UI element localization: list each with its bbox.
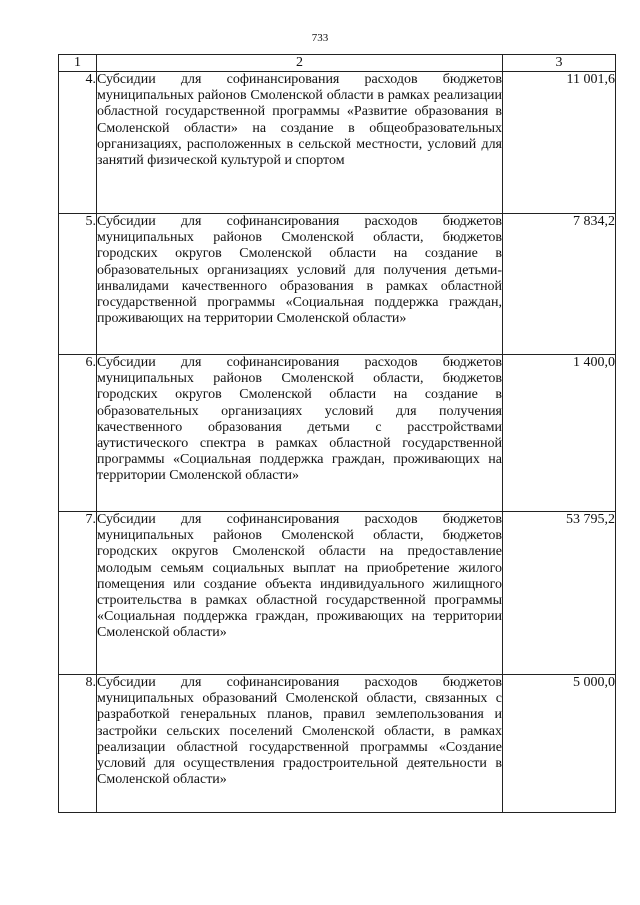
row-description: Субсидии для софинансирования расходов бюджетов муниципальных районов Смоленской области, бюджетов городских округов Смоленской области на создание в образовательных организациях условий для получения качественного образования детьми с расстройствами аутистического спектра в рамках областной государственной программы «Социальная поддержка граждан, проживающих на территории Смоленской области» (97, 355, 503, 512)
row-amount: 11 001,6 (503, 72, 616, 214)
row-number: 8. (59, 675, 97, 813)
table-row (59, 512, 616, 675)
table-header-row (59, 55, 616, 72)
row-number: 5. (59, 214, 97, 355)
header-col-2: 2 (97, 55, 503, 72)
row-amount: 7 834,2 (503, 214, 616, 355)
row-description: Субсидии для софинансирования расходов бюджетов муниципальных районов Смоленской области, бюджетов городских округов Смоленской области на создание в образовательных организациях условий для получения детьми-инвалидами качественного образования в рамках областной государственной программы «Социальная поддержка граждан, проживающих на территории Смоленской области» (97, 214, 503, 355)
row-number: 4. (59, 72, 97, 214)
table-row (59, 675, 616, 813)
table-row (59, 72, 616, 214)
row-description: Субсидии для софинансирования расходов бюджетов муниципальных районов Смоленской области, бюджетов городских округов Смоленской области на предоставление молодым семьям социальных выплат на приобретение жилого помещения или создание объекта индивидуального жилищного строительства в рамках областной государственной программы «Социальная поддержка граждан, проживающих на территории Смоленской области» (97, 512, 503, 675)
table-row (59, 214, 616, 355)
row-description: Субсидии для софинансирования расходов бюджетов муниципальных образований Смоленской области, связанных с разработкой генеральных планов, правил землепользования и застройки сельских поселений Смоленской области, в рамках реализации областной государственной программы «Создание условий для осуществления градостроительной деятельности в Смоленской области» (97, 675, 503, 813)
row-amount: 1 400,0 (503, 355, 616, 512)
row-number: 6. (59, 355, 97, 512)
row-description: Субсидии для софинансирования расходов бюджетов муниципальных районов Смоленской области в рамках реализации областной государственной программы «Развитие образования в Смоленской области» на создание в общеобразовательных организациях, расположенных в сельской местности, условий для занятий физической культурой и спортом (97, 72, 503, 214)
page-number: 733 (311, 32, 329, 44)
table-row (59, 355, 616, 512)
row-amount: 5 000,0 (503, 675, 616, 813)
row-amount: 53 795,2 (503, 512, 616, 675)
header-col-1: 1 (59, 55, 97, 72)
row-number: 7. (59, 512, 97, 675)
header-col-3: 3 (503, 55, 616, 72)
subsidy-table (58, 54, 616, 813)
